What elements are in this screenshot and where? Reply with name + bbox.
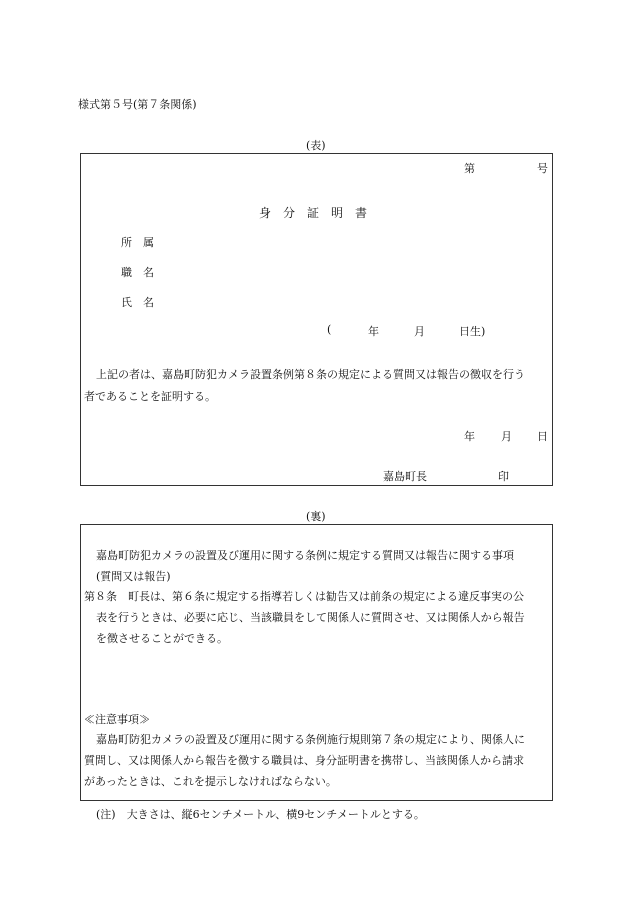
article-text-line-3: を徴させることができる。	[96, 632, 228, 645]
article-text-line-2: 表を行うときは、必要に応じ、当該職員をして関係人に質問させ、又は関係人から報告	[96, 611, 525, 624]
notes-text-line-2: 質問し、又は関係人から報告を徴する職員は、身分証明書を携帯し、当該関係人から請求	[84, 754, 524, 767]
notes-text-line-1: 嘉島町防犯カメラの設置及び運用に関する条例施行規則第７条の規定により、関係人に	[96, 733, 525, 746]
number-suffix: 号	[537, 162, 548, 175]
issuer-name: 嘉島町長	[383, 470, 427, 483]
certificate-title: 身 分 証 明 書	[259, 206, 368, 220]
number-prefix: 第	[464, 162, 475, 175]
field-name-label: 氏 名	[121, 296, 154, 309]
issue-date-year: 年	[464, 430, 475, 443]
notes-text-line-3: があったときは、これを提示しなければならない。	[84, 775, 337, 788]
birth-day: 日生)	[459, 325, 486, 338]
field-affiliation-label: 所 属	[121, 236, 154, 249]
article-caption: (質問又は報告)	[96, 570, 171, 583]
issue-date-day: 日	[537, 430, 548, 443]
ordinance-heading: 嘉島町防犯カメラの設置及び運用に関する条例に規定する質問又は報告に関する事項	[96, 549, 514, 562]
birth-open-paren: (	[327, 323, 332, 336]
back-heading: (裏)	[306, 510, 326, 523]
field-position-label: 職 名	[121, 266, 154, 279]
certification-text-line-2: 者であることを証明する。	[84, 390, 216, 403]
notes-heading: ≪注意事項≫	[84, 713, 150, 726]
article-text-line-1: 第８条 町長は、第６条に規定する指導若しくは勧告又は前条の規定による違反事実の公	[84, 590, 524, 603]
back-card	[80, 524, 553, 801]
birth-month: 月	[414, 325, 425, 338]
birth-year: 年	[368, 325, 379, 338]
certification-text-line-1: 上記の者は、嘉島町防犯カメラ設置条例第８条の規定による質問又は報告の徴収を行う	[96, 368, 525, 381]
issue-date-month: 月	[501, 430, 512, 443]
form-label: 様式第５号(第７条関係)	[78, 98, 197, 111]
front-heading: (表)	[306, 139, 326, 152]
front-card	[80, 153, 553, 486]
size-footnote: (注) 大きさは、縦6センチメートル、横9センチメートルとする。	[96, 808, 425, 821]
seal-mark: 印	[498, 470, 509, 483]
